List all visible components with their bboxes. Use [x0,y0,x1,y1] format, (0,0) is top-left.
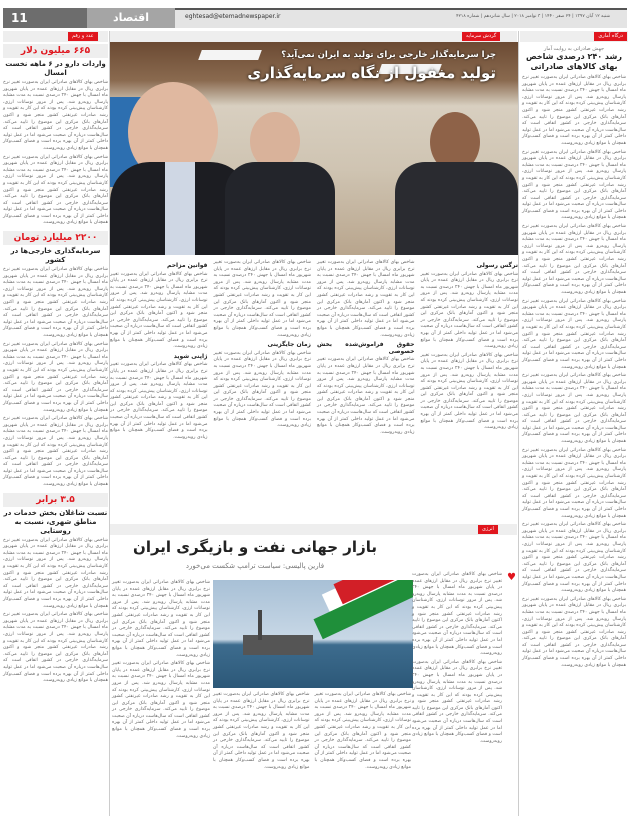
subhead: زمان جایگزینی [267,341,311,349]
section-title: اقتصاد [87,8,175,28]
paragraph: شاخص بهای کالاهای صادراتی ایران به‌صورت تغییر نرخ برابری ریال در مقابل ارزهای عمده در پایان شهریور ماه امسال با جهش ۲۴۰ درصدی نسبت به مدت مشابه پارسال روبه‌رو شد. پس از مرور نوسانات ارزی، کارشناسان پیش‌بینی کرده بودند که این کار به تقویت و رشد صادرات غیرنفتی کشور منجر شود و اکنون آمارهای بانک مرکزی این موضوع را تایید می‌کند. سرمایه‌گذاری خارجی در کشور اتفاقی است که سال‌هاست درباره آن صحبت می‌شود اما در عمل تولید داخلی کمتر از آن بهره برده است و فضای کسب‌وکار همچنان با موانع زیادی روبه‌روست. [3,80,108,151]
issue-date: شنبه ۱۲ آبان ۱۳۹۷ | ۲۴ صفر ۱۴۴۰ | ۳ نوامبر ۲۰۱۸ | سال شانزدهم | شماره ۴۲۱۸ [456,14,610,19]
paragraph: شاخص بهای کالاهای صادراتی ایران به‌صورت تغییر نرخ برابری ریال در مقابل ارزهای عمده در پایان شهریور ماه امسال با جهش ۲۴۰ درصدی نسبت به مدت مشابه پارسال روبه‌رو شد. پس از مرور نوسانات ارزی، کارشناسان پیش‌بینی کرده بودند که این کار به تقویت و رشد صادرات غیرنفتی کشور منجر شود و اکنون آمارهای بانک مرکزی این موضوع را تایید می‌کند. سرمایه‌گذاری خارجی در کشور اتفاقی است که سال‌هاست درباره آن صحبت می‌شود اما در عمل تولید داخلی کمتر از آن بهره برده است و فضای کسب‌وکار همچنان با موانع زیادی روبه‌روست. [112,580,210,658]
section-label: عدد و رقم [68,32,98,41]
paragraph: شاخص بهای کالاهای صادراتی ایران به‌صورت تغییر نرخ برابری ریال در مقابل ارزهای عمده در پایان شهریور ماه امسال با جهش ۲۴۰ درصدی نسبت به مدت مشابه پارسال روبه‌رو شد. پس از مرور نوسانات ارزی، کارشناسان پیش‌بینی کرده بودند که این کار به تقویت و رشد صادرات غیرنفتی کشور منجر شود و اکنون آمارهای بانک مرکزی این موضوع را تایید می‌کند. سرمایه‌گذاری خارجی در کشور اتفاقی است که سال‌هاست درباره آن صحبت می‌شود اما در عمل تولید داخلی کمتر از آن بهره برده است و فضای کسب‌وکار همچنان با موانع زیادی روبه‌روست. [314,692,411,770]
right-article [522,46,626,671]
subhead: قوانین مزاحم [167,262,208,269]
paragraph: شاخص بهای کالاهای صادراتی ایران به‌صورت تغییر نرخ برابری ریال در مقابل ارزهای عمده در پایان شهریور ماه امسال با جهش ۲۴۰ درصدی نسبت به مدت مشابه پارسال روبه‌رو شد. پس از مرور نوسانات ارزی، کارشناسان پیش‌بینی کرده بودند که این کار به تقویت و رشد صادرات غیرنفتی کشور منجر شود و اکنون آمارهای بانک مرکزی این موضوع را تایید می‌کند. سرمایه‌گذاری خارجی در کشور اتفاقی است که سال‌هاست درباره آن صحبت می‌شود اما در عمل تولید داخلی کمتر از آن بهره برده است و فضای کسب‌وکار همچنان با موانع زیادی روبه‌روست. [112,661,210,739]
paragraph: شاخص بهای کالاهای صادراتی ایران به‌صورت تغییر نرخ برابری ریال در مقابل ارزهای عمده در پایان شهریور ماه امسال با جهش ۲۴۰ درصدی نسبت به مدت مشابه پارسال روبه‌رو شد. پس از مرور نوسانات ارزی، کارشناسان پیش‌بینی کرده بودند که این کار به تقویت و رشد صادرات غیرنفتی کشور منجر شود و اکنون آمارهای بانک مرکزی این موضوع را تایید می‌کند. سرمایه‌گذاری خارجی در کشور اتفاقی است که سال‌هاست درباره آن صحبت می‌شود اما در عمل تولید داخلی کمتر از آن بهره برده است و فضای کسب‌وکار همچنان با موانع زیادی روبه‌روست. [522,596,626,668]
paragraph: شاخص بهای کالاهای صادراتی ایران به‌صورت تغییر نرخ برابری ریال در مقابل ارزهای عمده در پایان شهریور ماه امسال با جهش ۲۴۰ درصدی نسبت به مدت مشابه پارسال روبه‌رو شد. پس از مرور نوسانات ارزی، کارشناسان پیش‌بینی کرده بودند که این کار به تقویت و رشد صادرات غیرنفتی کشور منجر شود و اکنون آمارهای بانک مرکزی این موضوع را تایید می‌کند. سرمایه‌گذاری خارجی در کشور اتفاقی است که سال‌هاست درباره آن صحبت می‌شود اما در عمل تولید داخلی کمتر از آن بهره برده است و فضای کسب‌وکار همچنان با موانع زیادی روبه‌روست. [3,267,108,338]
paragraph: شاخص بهای کالاهای صادراتی ایران به‌صورت تغییر نرخ برابری ریال در مقابل ارزهای عمده در پایان شهریور ماه امسال با جهش ۲۴۰ درصدی نسبت به مدت مشابه پارسال روبه‌رو شد. پس از مرور نوسانات ارزی، کارشناسان پیش‌بینی کرده بودند که این کار به تقویت و رشد صادرات غیرنفتی کشور منجر شود و اکنون آمارهای بانک مرکزی این موضوع را تایید می‌کند. سرمایه‌گذاری خارجی در کشور اتفاقی است که سال‌هاست درباره آن صحبت می‌شود اما در عمل تولید داخلی کمتر از آن بهره برده است و فضای کسب‌وکار همچنان با موانع زیادی روبه‌روست. [420,352,518,431]
paragraph: شاخص بهای کالاهای صادراتی ایران به‌صورت تغییر نرخ برابری ریال در مقابل ارزهای عمده در پایان شهریور ماه امسال با جهش ۲۴۰ درصدی نسبت به مدت مشابه پارسال روبه‌رو شد. پس از مرور نوسانات ارزی، کارشناسان پیش‌بینی کرده بودند که این کار به تقویت و رشد صادرات غیرنفتی کشور منجر شود و اکنون آمارهای بانک مرکزی این موضوع را تایید می‌کند. سرمایه‌گذاری خارجی در کشور اتفاقی است که سال‌هاست درباره آن صحبت می‌شود اما در عمل تولید داخلی کمتر از آن بهره برده است و فضای کسب‌وکار همچنان با موانع زیادی روبه‌روست. [522,447,626,519]
paragraph: شاخص بهای کالاهای صادراتی ایران به‌صورت تغییر نرخ برابری ریال در مقابل ارزهای عمده در پایان شهریور ماه امسال با جهش ۲۴۰ درصدی نسبت به مدت مشابه پارسال روبه‌رو شد. پس از مرور نوسانات ارزی، کارشناسان پیش‌بینی کرده بودند که این کار به تقویت و رشد صادرات غیرنفتی کشور منجر شود و اکنون آمارهای بانک مرکزی این موضوع را تایید می‌کند. سرمایه‌گذاری خارجی در کشور اتفاقی است که سال‌هاست درباره آن صحبت می‌شود اما در عمل تولید داخلی کمتر از آن بهره برده است و فضای کسب‌وکار همچنان با موانع زیادی روبه‌روست. [110,271,208,350]
center-section-bar [110,31,517,42]
paragraph: شاخص بهای کالاهای صادراتی ایران به‌صورت تغییر نرخ برابری ریال در مقابل ارزهای عمده در پایان شهریور ماه امسال با جهش ۲۴۰ درصدی نسبت به مدت مشابه پارسال روبه‌رو شد. پس از مرور نوسانات ارزی، کارشناسان پیش‌بینی کرده بودند که این کار به تقویت و رشد صادرات غیرنفتی کشور منجر شود و اکنون آمارهای بانک مرکزی این موضوع را تایید می‌کند. سرمایه‌گذاری خارجی در کشور اتفاقی است که سال‌هاست درباره آن صحبت می‌شود اما در عمل تولید داخلی کمتر از آن بهره برده است و فضای کسب‌وکار همچنان با موانع زیادی روبه‌روست. [110,362,208,440]
text-column [315,692,412,773]
section-label: انرژی [478,525,498,534]
text-column [317,260,415,443]
paragraph: شاخص بهای کالاهای صادراتی ایران به‌صورت تغییر نرخ برابری ریال در مقابل ارزهای عمده در پایان شهریور ماه امسال با جهش ۲۴۰ درصدی نسبت به مدت مشابه پارسال روبه‌رو شد. پس از مرور نوسانات ارزی، کارشناسان پیش‌بینی کرده بودند که این کار به تقویت و رشد صادرات غیرنفتی کشور منجر شود و اکنون آمارهای بانک مرکزی این موضوع را تایید می‌کند. سرمایه‌گذاری خارجی در کشور اتفاقی است که سال‌هاست درباره آن صحبت می‌شود اما در عمل تولید داخلی کمتر از آن بهره برده است و فضای کسب‌وکار همچنان با موانع زیادی روبه‌روست. [522,75,626,146]
section-label: درگاه آماری [594,32,627,41]
paragraph: شاخص بهای کالاهای صادراتی ایران به‌صورت تغییر نرخ برابری ریال در مقابل ارزهای عمده در پایان شهریور ماه امسال با جهش ۲۴۰ درصدی نسبت به مدت مشابه پارسال روبه‌رو شد. پس از مرور نوسانات ارزی، کارشناسان پیش‌بینی کرده بودند که این کار به تقویت و رشد صادرات غیرنفتی کشور منجر شود و اکنون آمارهای بانک مرکزی این موضوع را تایید می‌کند. سرمایه‌گذاری خارجی در کشور اتفاقی است که سال‌هاست درباره آن صحبت می‌شود اما در عمل تولید داخلی کمتر از آن بهره برده است و فضای کسب‌وکار همچنان با موانع زیادی روبه‌روست. [213,692,310,770]
divider [518,31,519,816]
author: نرگس رسولی [476,262,518,269]
subhead: حقوق فراموش‌شده بخش خصوصی [317,341,415,355]
heart-icon: ♥ [507,572,516,583]
paragraph: شاخص بهای کالاهای صادراتی ایران به‌صورت تغییر نرخ برابری ریال در مقابل ارزهای عمده در پایان شهریور ماه امسال با جهش ۲۴۰ درصدی نسبت به مدت مشابه پارسال روبه‌رو شد. پس از مرور نوسانات ارزی، کارشناسان پیش‌بینی کرده بودند که این کار به تقویت و رشد صادرات غیرنفتی کشور منجر شود و اکنون آمارهای بانک مرکزی این موضوع را تایید می‌کند. سرمایه‌گذاری خارجی در کشور اتفاقی است که سال‌هاست درباره آن صحبت می‌شود اما در عمل تولید داخلی کمتر از آن بهره برده است و فضای کسب‌وکار همچنان با موانع زیادی روبه‌روست. [213,260,311,338]
paragraph: شاخص بهای کالاهای صادراتی ایران به‌صورت تغییر نرخ برابری ریال در مقابل ارزهای عمده در پایان شهریور ماه امسال با جهش ۲۴۰ درصدی نسبت به مدت مشابه پارسال روبه‌رو شد. پس از مرور نوسانات ارزی، کارشناسان پیش‌بینی کرده بودند که این کار به تقویت و رشد صادرات غیرنفتی کشور منجر شود و اکنون آمارهای بانک مرکزی این موضوع را تایید می‌کند. سرمایه‌گذاری خارجی در کشور اتفاقی است که سال‌هاست درباره آن صحبت می‌شود اما در عمل تولید داخلی کمتر از آن بهره برده است و فضای کسب‌وکار همچنان با موانع زیادی روبه‌روست. [3,416,108,488]
item-body [3,80,108,227]
figure: ۳.۵ برابر [36,494,75,505]
headline: بازار جهانی نفت و بازیگری ایران [133,538,377,556]
item-body [3,538,108,685]
figure: ۲۲۰۰ میلیارد تومان [13,233,98,244]
energy-col-left [112,580,210,742]
kicker: جهش صادراتی به روایت آمار [543,46,605,52]
paragraph: شاخص بهای کالاهای صادراتی ایران به‌صورت تغییر نرخ برابری ریال در مقابل ارزهای عمده در پایان شهریور ماه امسال با جهش ۲۴۰ درصدی نسبت به مدت مشابه پارسال روبه‌رو شد. پس از مرور نوسانات ارزی، کارشناسان پیش‌بینی کرده بودند که این کار به تقویت و رشد صادرات غیرنفتی کشور منجر شود و اکنون آمارهای بانک مرکزی این موضوع را تایید می‌کند. سرمایه‌گذاری خارجی در کشور اتفاقی است که سال‌هاست درباره آن صحبت می‌شود اما در عمل تولید داخلی کمتر از آن بهره برده است و فضای کسب‌وکار همچنان با موانع زیادی روبه‌روست. [522,149,626,221]
text-column [412,572,502,747]
paragraph: شاخص بهای کالاهای صادراتی ایران به‌صورت تغییر نرخ برابری ریال در مقابل ارزهای عمده در پایان شهریور ماه امسال با جهش ۲۴۰ درصدی نسبت به مدت مشابه پارسال روبه‌رو شد. پس از مرور نوسانات ارزی، کارشناسان پیش‌بینی کرده بودند که این کار به تقویت و رشد صادرات غیرنفتی کشور منجر شود و اکنون آمارهای بانک مرکزی این موضوع را تایید می‌کند. سرمایه‌گذاری خارجی در کشور اتفاقی است که سال‌هاست درباره آن صحبت می‌شود اما در عمل تولید داخلی کمتر از آن بهره برده است و فضای کسب‌وکار همچنان با موانع زیادی روبه‌روست. [522,224,626,295]
paragraph: شاخص بهای کالاهای صادراتی ایران به‌صورت تغییر نرخ برابری ریال در مقابل ارزهای عمده در پایان شهریور ماه امسال با جهش ۲۴۰ درصدی نسبت به مدت مشابه پارسال روبه‌رو شد. پس از مرور نوسانات ارزی، کارشناسان پیش‌بینی کرده بودند که این کار به تقویت و رشد صادرات غیرنفتی کشور منجر شود و اکنون آمارهای بانک مرکزی این موضوع را تایید می‌کند. سرمایه‌گذاری خارجی در کشور اتفاقی است که سال‌هاست درباره آن صحبت می‌شود اما در عمل تولید داخلی کمتر از آن بهره برده است و فضای کسب‌وکار همچنان با موانع زیادی روبه‌روست. [317,260,415,338]
energy-section-bar [110,524,517,535]
figure-box [3,493,108,507]
paragraph: شاخص بهای کالاهای صادراتی ایران به‌صورت تغییر نرخ برابری ریال در مقابل ارزهای عمده در پایان شهریور ماه امسال با جهش ۲۴۰ درصدی نسبت به مدت مشابه پارسال روبه‌رو شد. پس از مرور نوسانات ارزی، کارشناسان پیش‌بینی کرده بودند که این کار به تقویت و رشد صادرات غیرنفتی کشور منجر شود و اکنون آمارهای بانک مرکزی این موضوع را تایید می‌کند. سرمایه‌گذاری خارجی در کشور اتفاقی است که سال‌هاست درباره آن صحبت می‌شود اما در عمل تولید داخلی کمتر از آن بهره برده است و فضای کسب‌وکار همچنان با موانع زیادی روبه‌روست. [213,350,311,429]
article-body [522,75,626,669]
item-title: واردات دارو در ۶ ماهه نخست امسال [5,60,106,77]
paragraph: شاخص بهای کالاهای صادراتی ایران به‌صورت تغییر نرخ برابری ریال در مقابل ارزهای عمده در پایان شهریور ماه امسال با جهش ۲۴۰ درصدی نسبت به مدت مشابه پارسال روبه‌رو شد. پس از مرور نوسانات ارزی، کارشناسان پیش‌بینی کرده بودند که این کار به تقویت و رشد صادرات غیرنفتی کشور منجر شود و اکنون آمارهای بانک مرکزی این موضوع را تایید می‌کند. سرمایه‌گذاری خارجی در کشور اتفاقی است که سال‌هاست درباره آن صحبت می‌شود اما در عمل تولید داخلی کمتر از آن بهره برده است و فضای کسب‌وکار همچنان با موانع زیادی روبه‌روست. [3,612,108,684]
subtitle: فارین پالیسی: سیاست ترامپ شکست می‌خورد [185,562,325,570]
headline: رشد ۲۴۰ درصدی شاخص بهای کالاهای صادراتی [525,52,623,71]
paragraph: شاخص بهای کالاهای صادراتی ایران به‌صورت تغییر نرخ برابری ریال در مقابل ارزهای عمده در پایان شهریور ماه امسال با جهش ۲۴۰ درصدی نسبت به مدت مشابه پارسال روبه‌رو شد. پس از مرور نوسانات ارزی، کارشناسان پیش‌بینی کرده بودند که این کار به تقویت و رشد صادرات غیرنفتی کشور منجر شود و اکنون آمارهای بانک مرکزی این موضوع را تایید می‌کند. سرمایه‌گذاری خارجی در کشور اتفاقی است که سال‌هاست درباره آن صحبت می‌شود اما در عمل تولید داخلی کمتر از آن بهره برده است و فضای کسب‌وکار همچنان با موانع زیادی روبه‌روست. [3,154,108,226]
email-link[interactable]: eghtesad@etemadnewspaper.ir [185,13,281,20]
paragraph: شاخص بهای کالاهای صادراتی ایران به‌صورت تغییر نرخ برابری ریال در مقابل ارزهای عمده در پایان شهریور ماه امسال با جهش ۲۴۰ درصدی نسبت به مدت مشابه پارسال روبه‌رو شد. پس از مرور نوسانات ارزی، کارشناسان پیش‌بینی کرده بودند که این کار به تقویت و رشد صادرات غیرنفتی کشور منجر شود و اکنون آمارهای بانک مرکزی این موضوع را تایید می‌کند. سرمایه‌گذاری خارجی در کشور اتفاقی است که سال‌هاست درباره آن صحبت می‌شود اما در عمل تولید داخلی کمتر از آن بهره برده است و فضای کسب‌وکار همچنان با موانع زیادی روبه‌روست. [412,572,502,657]
text-column [213,692,310,773]
divider [109,31,110,816]
item-title: سرمایه‌گذاری خارجی‌ها در کشور [10,247,101,265]
paragraph: شاخص بهای کالاهای صادراتی ایران به‌صورت تغییر نرخ برابری ریال در مقابل ارزهای عمده در پایان شهریور ماه امسال با جهش ۲۴۰ درصدی نسبت به مدت مشابه پارسال روبه‌رو شد. پس از مرور نوسانات ارزی، کارشناسان پیش‌بینی کرده بودند که این کار به تقویت و رشد صادرات غیرنفتی کشور منجر شود و اکنون آمارهای بانک مرکزی این موضوع را تایید می‌کند. سرمایه‌گذاری خارجی در کشور اتفاقی است که سال‌هاست درباره آن صحبت می‌شود اما در عمل تولید داخلی کمتر از آن بهره برده است و فضای کسب‌وکار همچنان با موانع زیادی روبه‌روست. [522,373,626,445]
text-column [110,260,208,443]
energy-col-right [412,572,516,747]
item-title: نسبت شاغلان بخش خدمات در مناطق شهری، نسبت به روستایی [3,508,108,535]
paragraph: شاخص بهای کالاهای صادراتی ایران به‌صورت تغییر نرخ برابری ریال در مقابل ارزهای عمده در پایان شهریور ماه امسال با جهش ۲۴۰ درصدی نسبت به مدت مشابه پارسال روبه‌رو شد. پس از مرور نوسانات ارزی، کارشناسان پیش‌بینی کرده بودند که این کار به تقویت و رشد صادرات غیرنفتی کشور منجر شود و اکنون آمارهای بانک مرکزی این موضوع را تایید می‌کند. سرمایه‌گذاری خارجی در کشور اتفاقی است که سال‌هاست درباره آن صحبت می‌شود اما در عمل تولید داخلی کمتر از آن بهره برده است و فضای کسب‌وکار همچنان با موانع زیادی روبه‌روست. [412,659,502,744]
figure: ۶۶۵ میلیون دلار [20,46,91,56]
article-photo [110,42,518,255]
paragraph: شاخص بهای کالاهای صادراتی ایران به‌صورت تغییر نرخ برابری ریال در مقابل ارزهای عمده در پایان شهریور ماه امسال با جهش ۲۴۰ درصدی نسبت به مدت مشابه پارسال روبه‌رو شد. پس از مرور نوسانات ارزی، کارشناسان پیش‌بینی کرده بودند که این کار به تقویت و رشد صادرات غیرنفتی کشور منجر شود و اکنون آمارهای بانک مرکزی این موضوع را تایید می‌کند. سرمایه‌گذاری خارجی در کشور اتفاقی است که سال‌هاست درباره آن صحبت می‌شود اما در عمل تولید داخلی کمتر از آن بهره برده است و فضای کسب‌وکار همچنان با موانع زیادی روبه‌روست. [317,357,415,435]
paragraph: شاخص بهای کالاهای صادراتی ایران به‌صورت تغییر نرخ برابری ریال در مقابل ارزهای عمده در پایان شهریور ماه امسال با جهش ۲۴۰ درصدی نسبت به مدت مشابه پارسال روبه‌رو شد. پس از مرور نوسانات ارزی، کارشناسان پیش‌بینی کرده بودند که این کار به تقویت و رشد صادرات غیرنفتی کشور منجر شود و اکنون آمارهای بانک مرکزی این موضوع را تایید می‌کند. سرمایه‌گذاری خارجی در کشور اتفاقی است که سال‌هاست درباره آن صحبت می‌شود اما در عمل تولید داخلی کمتر از آن بهره برده است و فضای کسب‌وکار همچنان با موانع زیادی روبه‌روست. [522,298,626,370]
text-column [214,260,312,443]
paragraph: شاخص بهای کالاهای صادراتی ایران به‌صورت تغییر نرخ برابری ریال در مقابل ارزهای عمده در پایان شهریور ماه امسال با جهش ۲۴۰ درصدی نسبت به مدت مشابه پارسال روبه‌رو شد. پس از مرور نوسانات ارزی، کارشناسان پیش‌بینی کرده بودند که این کار به تقویت و رشد صادرات غیرنفتی کشور منجر شود و اکنون آمارهای بانک مرکزی این موضوع را تایید می‌کند. سرمایه‌گذاری خارجی در کشور اتفاقی است که سال‌هاست درباره آن صحبت می‌شود اما در عمل تولید داخلی کمتر از آن بهره برده است و فضای کسب‌وکار همچنان با موانع زیادی روبه‌روست. [3,537,108,609]
figure-box [3,231,108,245]
paragraph: شاخص بهای کالاهای صادراتی ایران به‌صورت تغییر نرخ برابری ریال در مقابل ارزهای عمده در پایان شهریور ماه امسال با جهش ۲۴۰ درصدی نسبت به مدت مشابه پارسال روبه‌رو شد. پس از مرور نوسانات ارزی، کارشناسان پیش‌بینی کرده بودند که این کار به تقویت و رشد صادرات غیرنفتی کشور منجر شود و اکنون آمارهای بانک مرکزی این موضوع را تایید می‌کند. سرمایه‌گذاری خارجی در کشور اتفاقی است که سال‌هاست درباره آن صحبت می‌شود اما در عمل تولید داخلی کمتر از آن بهره برده است و فضای کسب‌وکار همچنان با موانع زیادی روبه‌روست. [522,522,626,594]
kicker: چرا سرمایه‌گذار خارجی برای تولید به ایران نمی‌آید؟ [281,50,496,60]
section-label: گردش سرمایه [462,32,500,41]
figure-box [3,44,108,58]
headline: تولید مغفول از نگاه سرمایه‌گذاری [247,64,496,82]
energy-col-middle [213,692,411,773]
paragraph: شاخص بهای کالاهای صادراتی ایران به‌صورت تغییر نرخ برابری ریال در مقابل ارزهای عمده در پایان شهریور ماه امسال با جهش ۲۴۰ درصدی نسبت به مدت مشابه پارسال روبه‌رو شد. پس از مرور نوسانات ارزی، کارشناسان پیش‌بینی کرده بودند که این کار به تقویت و رشد صادرات غیرنفتی کشور منجر شود و اکنون آمارهای بانک مرکزی این موضوع را تایید می‌کند. سرمایه‌گذاری خارجی در کشور اتفاقی است که سال‌هاست درباره آن صحبت می‌شود اما در عمل تولید داخلی کمتر از آن بهره برده است و فضای کسب‌وکار همچنان با موانع زیادی روبه‌روست. [420,271,518,350]
item-body [3,267,108,489]
paragraph: شاخص بهای کالاهای صادراتی ایران به‌صورت تغییر نرخ برابری ریال در مقابل ارزهای عمده در پایان شهریور ماه امسال با جهش ۲۴۰ درصدی نسبت به مدت مشابه پارسال روبه‌رو شد. پس از مرور نوسانات ارزی، کارشناسان پیش‌بینی کرده بودند که این کار به تقویت و رشد صادرات غیرنفتی کشور منجر شود و اکنون آمارهای بانک مرکزی این موضوع را تایید می‌کند. سرمایه‌گذاری خارجی در کشور اتفاقی است که سال‌هاست درباره آن صحبت می‌شود اما در عمل تولید داخلی کمتر از آن بهره برده است و فضای کسب‌وکار همچنان با موانع زیادی روبه‌روست. [3,341,108,413]
text-column [421,260,519,443]
center-columns [110,260,518,443]
oil-platform-photo [213,580,413,688]
left-column [3,44,108,687]
subhead: ژاپنی شوید [173,352,208,360]
page-number: 11 [3,8,87,28]
